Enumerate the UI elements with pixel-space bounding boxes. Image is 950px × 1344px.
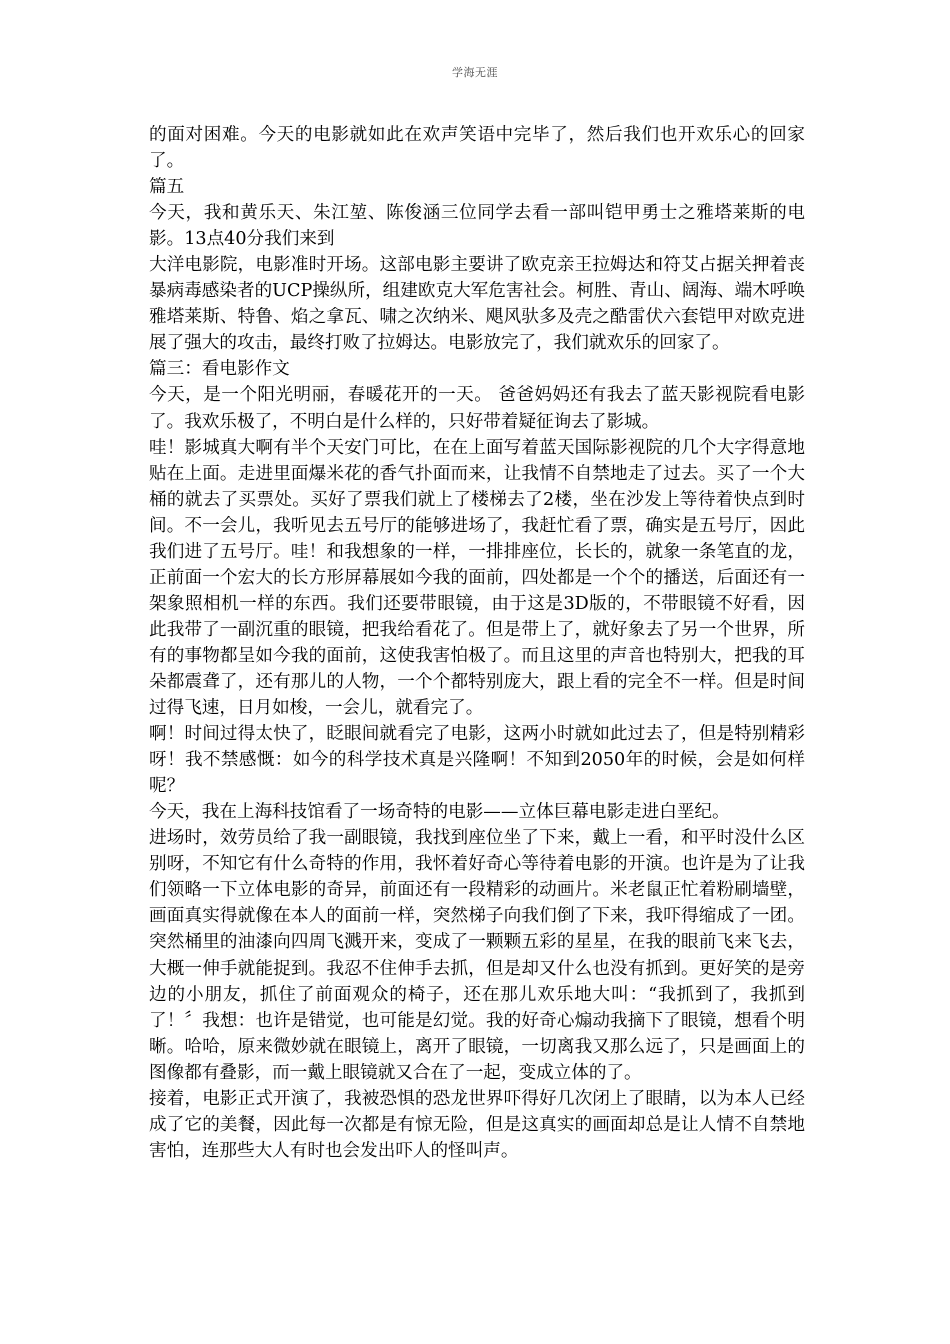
section-heading: 篇五 (149, 177, 185, 198)
paragraph: 大洋电影院，电影准时开场。这部电影主要讲了欧克亲王拉姆达和符艾占据关押着丧暴病毒感染者的UCP操纵所，组建欧克大军危害社会。柯胜、青山、阔海、端木呼唤雅塔莱斯、特鲁、焰之拿瓦、啸之次纳米、飓风驮多及壳之酷雷伏六套铠甲对欧克进展了强大的攻击，最终打败了拉姆达。电影放完了，我们就欢乐的回家了。 (149, 255, 805, 354)
paragraph: 啊！时间过得太快了，眨眼间就看完了电影，这两小时就如此过去了，但是特别精彩呀！我不禁感慨：如今的科学技术真是兴隆啊！不知到2050年的时候，会是如何样呢？ (149, 724, 805, 797)
paragraph: 今天，是一个阳光明丽，春暖花开的一天。 爸爸妈妈还有我去了蓝天影视院看电影了。我欢乐极了，不明白是什么样的，只好带着疑征询去了影城。 (149, 385, 805, 432)
paragraph: 的面对困难。今天的电影就如此在欢声笑语中完毕了，然后我们也开欢乐心的回家了。 (149, 125, 805, 172)
paragraph: 进场时，效劳员给了我一副眼镜，我找到座位坐了下来，戴上一看，和平时没什么区别呀，不知它有什么奇特的作用，我怀着好奇心等待着电影的开演。也许是为了让我们领略一下立体电影的奇异，前面还有一段精彩的动画片。米老鼠正忙着粉刷墙壁，画面真实得就像在本人的面前一样，突然梯子向我们倒了下来，我吓得缩成了一团。突然桶里的油漆向四周飞溅开来，变成了一颗颗五彩的星星，在我的眼前飞来飞去，大概一伸手就能捉到。我忍不住伸手去抓，但是却又什么也没有抓到。更好笑的是旁边的小朋友，抓住了前面观众的椅子，还在那儿欢乐地大叫：“我抓到了，我抓到了！〞我想：也许是错觉，也可能是幻觉。我的好奇心煽动我摘下了眼镜，想看个明晰。哈哈，原来微妙就在眼镜上，离开了眼镜，一切离我又那么远了，只是画面上的图像都有叠影，而一戴上眼镜就又合在了一起，变成立体的了。 (149, 828, 805, 1083)
paragraph: 今天，我在上海科技馆看了一场奇特的电影——立体巨幕电影走进白垩纪。 (149, 802, 730, 823)
document-body (149, 122, 805, 1164)
paragraph: 哇！影城真大啊有半个天安门可比，在在上面写着蓝天国际影视院的几个大字得意地贴在上面。走进里面爆米花的香气扑面而来，让我情不自禁地走了过去。买了一个大桶的就去了买票处。买好了票我们就上了楼梯去了2楼，坐在沙发上等待着快点到时间。不一会儿，我听见去五号厅的能够进场了，我赶忙看了票，确实是五号厅，因此我们进了五号厅。哇！和我想象的一样，一排排座位，长长的，就象一条笔直的龙，正前面一个宏大的长方形屏幕展如今我的面前，四处都是一个个的播送，后面还有一架象照相机一样的东西。我们还要带眼镜，由于这是3D版的，不带眼镜不好看，因此我带了一副沉重的眼镜，把我给看花了。但是带上了，就好象去了另一个世界，所有的事物都呈如今我的面前，这使我害怕极了。而且这里的声音也特别大，把我的耳朵都震聋了，还有那儿的人物，一个个都特别庞大，跟上看的完全不一样。但是时间过得飞速，日月如梭，一会儿，就看完了。 (149, 437, 805, 719)
page-header: 学海无涯 (452, 66, 498, 79)
section-heading: 篇三：看电影作文 (149, 359, 290, 380)
paragraph: 今天，我和黄乐天、朱江堃、陈俊涵三位同学去看一部叫铠甲勇士之雅塔莱斯的电影。13点40分我们来到 (149, 203, 805, 250)
paragraph: 接着，电影正式开演了，我被恐惧的恐龙世界吓得好几次闭上了眼睛，以为本人已经成了它的美餐，因此每一次都是有惊无险，但是这真实的画面却总是让人情不自禁地害怕，连那些大人有时也会发出吓人的怪叫声。 (149, 1088, 805, 1161)
